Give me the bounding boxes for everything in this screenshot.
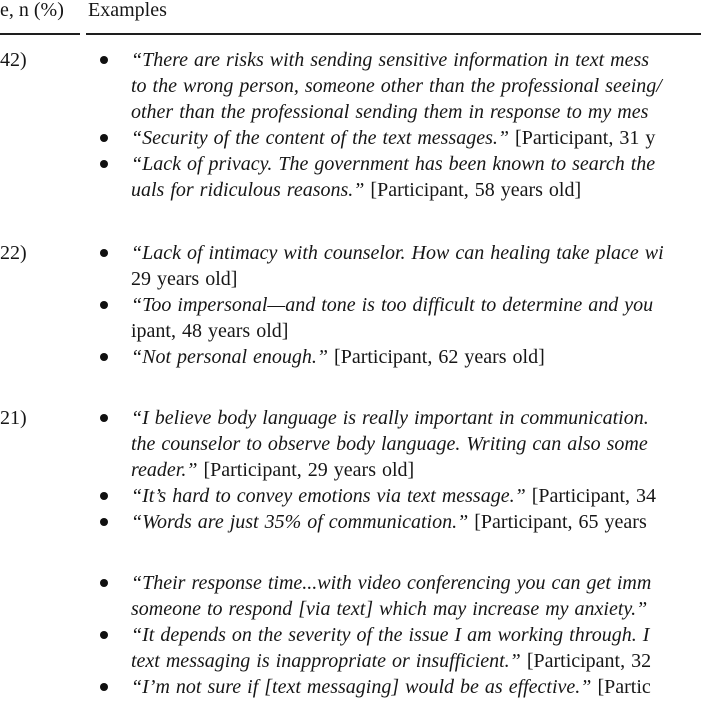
quote-line — [0, 318, 701, 344]
attribution-text: [Participant, 58 years old] — [364, 179, 582, 201]
quote-line — [0, 431, 701, 457]
bullet-icon — [100, 353, 108, 361]
bullet-icon — [100, 56, 108, 64]
quote-line — [0, 648, 701, 674]
quote-line — [0, 73, 701, 99]
table-row — [0, 570, 701, 700]
quote-text: “I believe body language is really important in communication. — [131, 407, 649, 429]
quote-text: “Their response time...with video conferencing you can get imm — [131, 572, 652, 594]
quote-text: “I’m not sure if [text messaging] would be as effective.” — [131, 676, 592, 698]
quote-text: “Lack of intimacy with counselor. How can healing take place wi — [131, 242, 664, 264]
attribution-text: [Participant, 29 years old] — [197, 459, 415, 481]
quote-text: “Lack of privacy. The government has been known to search the — [131, 153, 656, 175]
quote-bullet — [0, 151, 701, 203]
quote-text: “Words are just 35% of communication.” — [131, 511, 469, 533]
quote-line — [0, 266, 701, 292]
bullet-icon — [100, 492, 108, 500]
quote-bullet — [0, 570, 701, 622]
quote-bullet — [0, 47, 701, 125]
table-row — [0, 405, 701, 535]
quote-text: uals for ridiculous reasons.” — [131, 179, 365, 201]
quote-text: “It depends on the severity of the issue I am working through. I — [131, 624, 650, 646]
bullet-icon — [100, 134, 108, 142]
quote-text: “Security of the content of the text messages.” — [131, 127, 510, 149]
table-row — [0, 47, 701, 203]
bullet-icon — [100, 631, 108, 639]
attribution-text: ipant, 48 years old] — [131, 320, 289, 342]
row-value-fragment: 42) — [0, 49, 27, 71]
quote-text: other than the professional sending them in response to my mes — [131, 101, 649, 123]
quote-text: to the wrong person, someone other than the professional seeing/ — [131, 75, 662, 97]
quote-line — [0, 457, 701, 483]
quote-bullet — [0, 483, 701, 509]
attribution-text: [Participant, 34 — [525, 485, 657, 507]
bullet-icon — [100, 160, 108, 168]
bullet-icon — [100, 414, 108, 422]
bullet-icon — [100, 301, 108, 309]
quote-bullet — [0, 509, 701, 535]
bullet-icon — [100, 683, 108, 691]
attribution-text: [Partic — [591, 676, 651, 698]
bullet-icon — [100, 518, 108, 526]
quote-line — [0, 177, 701, 203]
table-row — [0, 240, 701, 370]
header-rule-right — [86, 33, 701, 35]
attribution-text: 29 years old] — [131, 268, 238, 290]
attribution-text: [Participant, 65 years — [468, 511, 647, 533]
attribution-text: [Participant, 31 y — [509, 127, 656, 149]
column-header-examples: Examples — [88, 0, 167, 21]
bullet-icon — [100, 249, 108, 257]
quote-bullet — [0, 674, 701, 700]
row-value-fragment: 21) — [0, 407, 27, 429]
attribution-text: [Participant, 62 years old] — [328, 346, 545, 368]
quote-line — [0, 99, 701, 125]
quote-text: “Not personal enough.” — [131, 346, 329, 368]
quote-bullet — [0, 622, 701, 674]
quote-bullet — [0, 344, 701, 370]
quote-bullet — [0, 405, 701, 483]
bullet-icon — [100, 579, 108, 587]
quote-text: text messaging is inappropriate or insufficient.” — [131, 650, 521, 672]
quote-text: “There are risks with sending sensitive information in text mess — [131, 49, 650, 71]
quote-text: someone to respond [via text] which may increase my anxiety.” — [131, 598, 648, 620]
row-value-fragment: 22) — [0, 242, 27, 264]
quote-text: “It’s hard to convey emotions via text message.” — [131, 485, 526, 507]
quote-bullet — [0, 292, 701, 344]
quote-bullet — [0, 240, 701, 292]
quote-text: reader.” — [131, 459, 198, 481]
column-header-percentage-fragment: e, n (%) — [0, 0, 64, 21]
quote-line — [0, 596, 701, 622]
header-rule-left — [0, 33, 80, 35]
quote-text: “Too impersonal—and tone is too difficult to determine and you — [131, 294, 654, 316]
attribution-text: [Participant, 32 — [520, 650, 652, 672]
quote-text: the counselor to observe body language. Writing can also some — [131, 433, 648, 455]
quote-bullet — [0, 125, 701, 151]
